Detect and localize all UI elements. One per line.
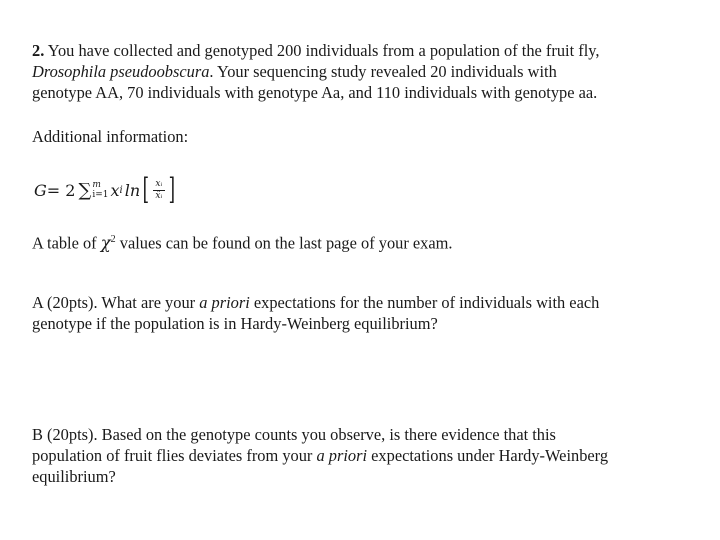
formula-term-sub: i [119,184,123,196]
summation [78,180,108,201]
part-a-line-2: genotype if the population is in Hardy-Weinberg equilibrium? [32,314,438,333]
chi-exponent: 2 [110,234,116,245]
sum-symbol: ∑ [78,179,92,201]
fraction-numerator: xᵢ [155,178,163,189]
species-name: Drosophila pseudoobscura [32,62,210,81]
part-a-text [32,292,692,334]
sum-lower-limit: i=1 [92,190,109,200]
sum-upper-limit: m [92,180,101,190]
part-a-line-1: A (20pts). What are your a priori expectations for the number of individuals with each [32,293,600,312]
g-statistic-formula [34,170,178,210]
formula-equals: = 2 [46,180,76,200]
question-number: 2. [32,41,45,60]
formula-fraction [153,179,165,202]
question-line-1: 2. You have collected and genotyped 200 individuals from a population of the fruit fly, [32,41,600,60]
formula-right-bracket: ] [168,172,175,207]
formula-lhs: G [34,180,47,200]
part-b-line-1: B (20pts). Based on the genotype counts you observe, is there evidence that this [32,425,556,444]
formula-term: x [110,180,120,200]
part-b-line-2: population of fruit flies deviates from your a priori expectations under Hardy-Weinberg [32,446,609,465]
question-2-text [32,40,692,103]
chi-square-table-note: A table of $\chi^2$ values can be found on the last page of your exam. [32,233,453,253]
formula-left-bracket: [ [142,172,150,207]
formula-ln: ln [124,180,141,200]
chi-symbol: χ [100,233,111,253]
fraction-denominator: x̂ᵢ [155,190,163,201]
part-b-text [32,424,692,487]
additional-info-label: Additional information: [32,127,189,146]
part-b-line-3: equilibrium? [32,467,116,486]
sum-limits [92,180,108,200]
question-line-3: genotype AA, 70 individuals with genotype Aa, and 110 individuals with genotype aa. [32,83,598,102]
question-line-2: Drosophila pseudoobscura. Your sequencing study revealed 20 individuals with [32,62,557,81]
